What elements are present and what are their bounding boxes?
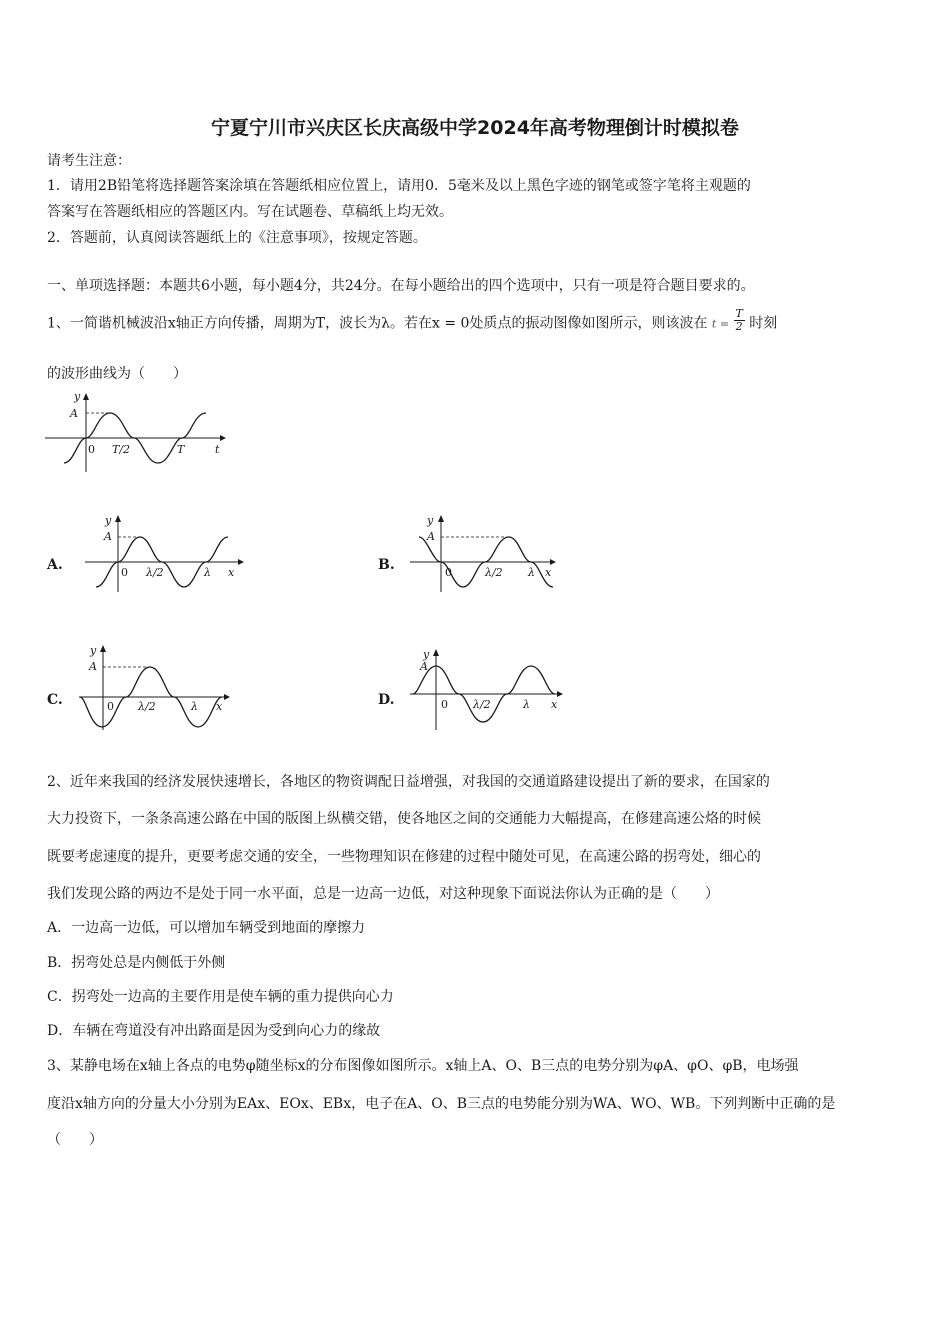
half-lambda-label: λ/2 [146,566,164,579]
wave-curve [419,537,553,587]
amplitude-label: A [104,530,112,543]
notice-item-2: 2．答题前，认真阅读答题纸上的《注意事项》，按规定答题。 [47,230,427,246]
origin-label: 0 [121,566,128,579]
q1-vibration-graph [40,392,240,474]
q1-option-c-graph[interactable] [74,644,244,734]
amplitude-label: A [89,660,97,673]
y-axis-arrow-icon [115,515,121,522]
q1-option-a-letter[interactable]: A. [47,557,63,573]
x-axis-arrow-icon [224,694,230,700]
t-axis-arrow-icon [220,435,226,441]
y-label: y [423,648,430,661]
q1-fraction [734,308,745,333]
period-label: T [177,443,185,456]
section-1-heading: 一、单项选择题：本题共6小题，每小题4分，共24分。在每小题给出的四个选项中，只有一项是符合题目要求的。 [47,278,755,294]
q1-option-d-graph[interactable] [405,648,575,734]
q2-option-c[interactable]: C．拐弯处一边高的主要作用是使车辆的重力提供向心力 [47,989,394,1005]
q1-option-d-letter[interactable]: D. [378,692,395,708]
x-axis-arrow-icon [550,559,556,565]
q3-stem-line-3: （ ） [47,1132,103,1148]
q1-option-b-letter[interactable]: B. [378,557,395,573]
q2-stem-line-1: 2、近年来我国的经济发展快速增长，各地区的物资调配日益增强，对我国的交通道路建设提出了新的要求，在国家的 [47,774,770,790]
notice-item-1b: 答案写在答题纸相应的答题区内。写在试题卷、草稿纸上均无效。 [47,204,453,220]
origin-label: 0 [88,443,95,456]
q1-stem-line-1 [47,307,778,334]
q2-stem-line-2: 大力投资下，一条条高速公路在中国的版图上纵横交错，使各地区之间的交通能力大幅提高，在修建高速公烙的时候 [47,811,761,827]
q1-fraction-denominator: 2 [735,320,743,333]
wave-curve [96,537,228,587]
q3-stem-line-2: 度沿x轴方向的分量大小分别为EAx、EOx、EBx，电子在A、O、B三点的电势能分别为WA、WO、WB。下列判断中正确的是 [47,1096,836,1112]
half-lambda-label: λ/2 [485,566,503,579]
q2-option-a[interactable]: A．一边高一边低，可以增加车辆受到地面的摩擦力 [47,920,366,936]
y-label: y [74,390,81,403]
y-axis-arrow-icon [100,645,106,652]
y-axis-arrow-icon [438,515,444,522]
y-axis-arrow-icon [83,393,89,400]
lambda-label: λ [528,566,535,579]
x-label: x [545,566,552,579]
origin-label: 0 [107,700,114,713]
t-label: t [215,443,220,456]
lambda-label: λ [191,700,198,713]
y-label: y [90,644,97,657]
lambda-label: λ [204,566,211,579]
x-label: x [216,700,223,713]
q1-stem-line-2: 的波形曲线为（ ） [47,366,187,382]
lambda-label: λ [523,698,530,711]
half-lambda-label: λ/2 [473,698,491,711]
q1-time-label: t = [711,317,730,331]
q1-fraction-numerator: T [735,307,743,320]
amplitude-label: A [70,407,78,420]
origin-label: 0 [441,698,448,711]
half-lambda-label: λ/2 [138,700,156,713]
x-axis-arrow-icon [238,559,244,565]
q1-stem-end: 时刻 [749,315,778,332]
x-label: x [551,698,558,711]
q2-stem-line-4: 我们发现公路的两边不是处于同一水平面，总是一边高一边低，对这种现象下面说法你认为正确的是（ ） [47,886,719,902]
x-label: x [228,566,235,579]
q2-option-b[interactable]: B．拐弯处总是内侧低于外侧 [47,955,226,971]
q2-stem-line-3: 既要考虑速度的提升，更要考虑交通的安全，一些物理知识在修建的过程中随处可见，在高速公路的拐弯处，细心的 [47,849,761,865]
notice-heading: 请考生注意： [47,153,131,169]
x-axis-arrow-icon [557,691,563,697]
y-label: y [105,514,112,527]
amplitude-label: A [427,530,435,543]
notice-item-1a: 1．请用2B铅笔将选择题答案涂填在答题纸相应位置上，请用0．5毫米及以上黑色字迹的钢笔或签字笔将主观题的 [47,178,751,194]
q1-option-a-graph[interactable] [80,514,250,594]
q1-option-b-graph[interactable] [405,514,575,594]
origin-label: 0 [445,566,452,579]
q1-option-c-letter[interactable]: C. [47,692,63,708]
amplitude-label: A [420,660,428,673]
y-axis-arrow-icon [433,649,439,656]
half-period-label: T/2 [112,443,131,456]
y-label: y [427,514,434,527]
q3-stem-line-1: 3、某静电场在x轴上各点的电势φ随坐标x的分布图像如图所示。x轴上A、O、B三点的电势分别为φA、φO、φB，电场强 [47,1058,799,1074]
q2-option-d[interactable]: D．车辆在弯道没有冲出路面是因为受到向心力的缘故 [47,1023,381,1039]
page-title: 宁夏宁川市兴庆区长庆高级中学2024年高考物理倒计时模拟卷 [211,117,739,139]
q1-stem-text: 1、一简谐机械波沿x轴正方向传播，周期为T，波长为λ。若在x = 0处质点的振动图像如图所示，则该波在 [47,315,708,332]
